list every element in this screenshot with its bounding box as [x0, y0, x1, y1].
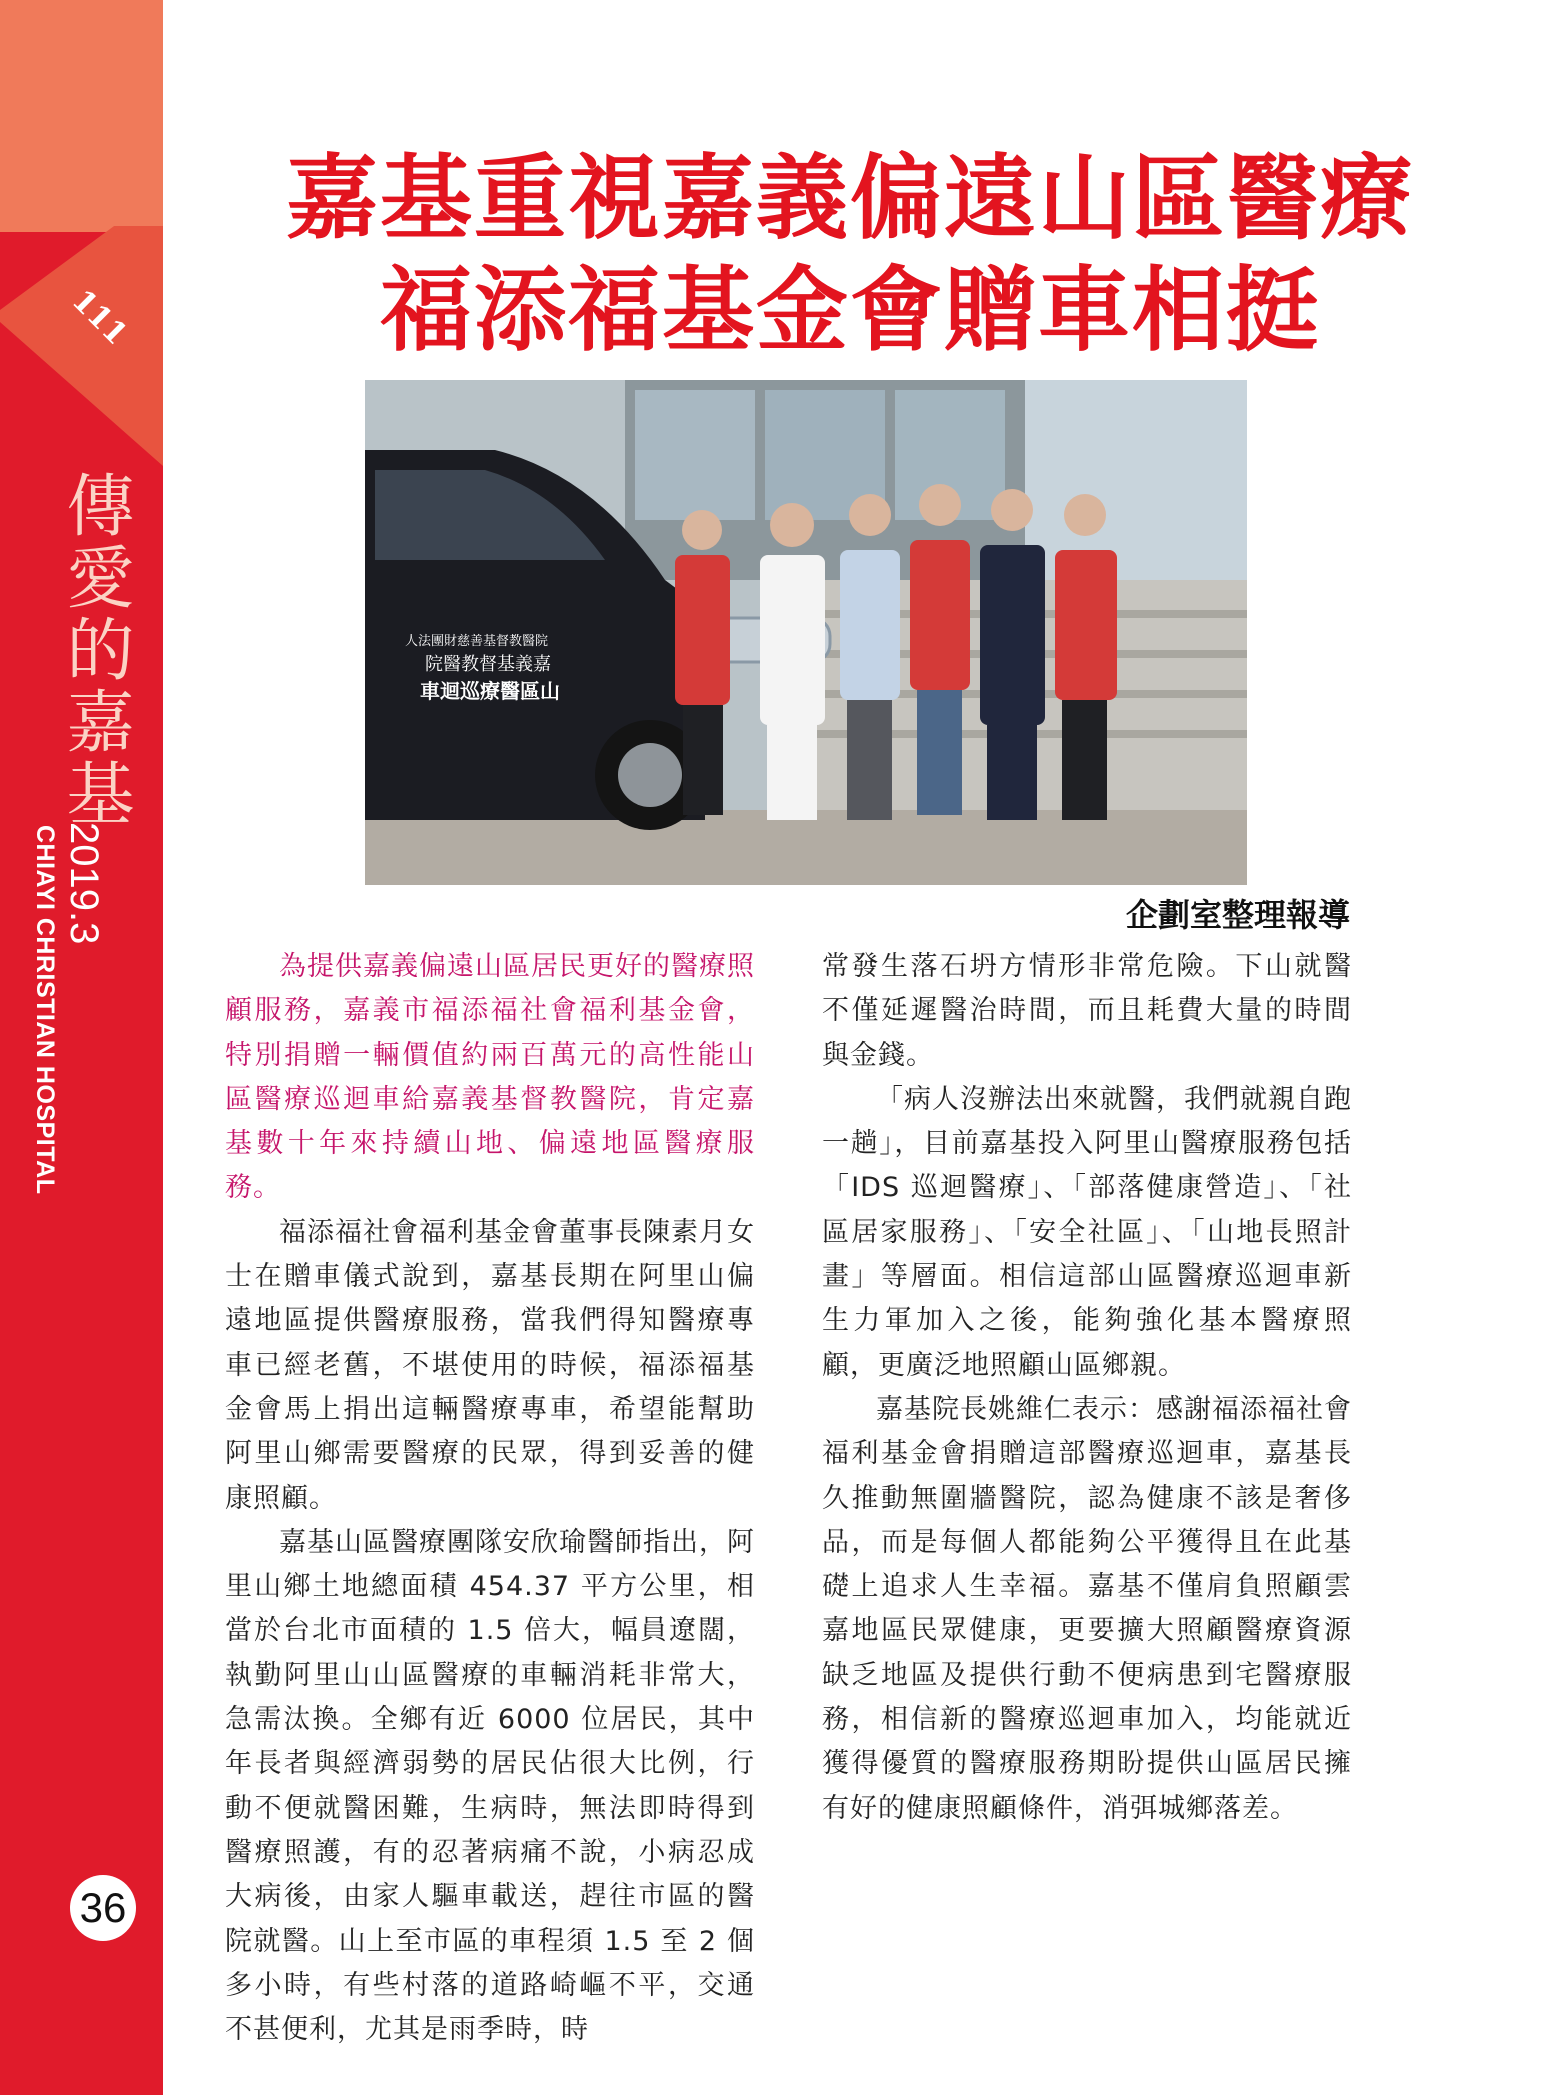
- van-text-1: 人法團財慈善基督教醫院: [405, 634, 549, 649]
- van-text-3: 車迴巡療醫區山: [420, 679, 560, 703]
- van-text-2: 院醫教督基義嘉: [425, 654, 551, 675]
- sidebar-accent-shape: [0, 226, 163, 466]
- sidebar: [0, 0, 163, 2095]
- issue-date: 2019.3: [62, 822, 106, 945]
- article-title: [230, 142, 1470, 366]
- title-line-2: 福添福基金會贈車相挺: [379, 256, 1320, 364]
- article-photo: [365, 380, 1247, 885]
- body-paragraph: 嘉基院長姚維仁表示：感謝福添福社會福利基金會捐贈這部醫療巡迴車，嘉基長久推動無圍牆醫院，認為健康不該是奢侈品，而是每個人都能夠公平獲得且在此基礎上追求人生幸福。嘉基不僅肩負照顧雲嘉地區民眾健康，更要擴大照顧醫療資源缺乏地區及提供行動不便病患到宅醫療服務，相信新的醫療巡迴車加入，均能就近獲得優質的醫療服務期盼提供山區居民擁有好的健康照顧條件，消弭城鄉落差。: [822, 1393, 1352, 1824]
- sidebar-top-band: [0, 0, 163, 232]
- hospital-logo: 111: [64, 282, 134, 353]
- hospital-name-en: CHIAYI CHRISTIAN HOSPITAL: [31, 825, 59, 1195]
- body-paragraph: 福添福社會福利基金會董事長陳素月女士在贈車儀式說到，嘉基長期在阿里山偏遠地區提供醫療服務，當我們得知醫療專車已經老舊，不堪使用的時候，福添福基金會馬上捐出這輛醫療專車，希望能幫助阿里山鄉需要醫療的民眾，得到妥善的健康照顧。: [225, 1216, 755, 1514]
- body-paragraph-continued: 常發生落石坍方情形非常危險。下山就醫不僅延遲醫治時間，而且耗費大量的時間與金錢。: [822, 951, 1352, 1071]
- page-number: 36: [70, 1875, 136, 1941]
- body-paragraph: 「病人沒辦法出來就醫，我們就親自跑一趟」，目前嘉基投入阿里山醫療服務包括「IDS 巡迴醫療」、「部落健康營造」、「社區居家服務」、「安全社區」、「山地長照計畫」等層面。相信這部山區醫療巡迴車新生力軍加入之後，能夠強化基本醫療照顧，更廣泛地照顧山區鄉親。: [822, 1083, 1352, 1381]
- photo-illustration: [365, 380, 1247, 885]
- lead-paragraph: 為提供嘉義偏遠山區居民更好的醫療照顧服務，嘉義市福添福社會福利基金會，特別捐贈一輛價值約兩百萬元的高性能山區醫療巡迴車給嘉義基督教醫院，肯定嘉基數十年來持續山地、偏遠地區醫療服務。: [225, 951, 755, 1204]
- column-title: 傳愛的嘉基: [55, 470, 134, 830]
- article-right-column: [822, 945, 1352, 1831]
- byline: 企劃室整理報導: [1125, 896, 1350, 934]
- body-paragraph: 嘉基山區醫療團隊安欣瑜醫師指出，阿里山鄉土地總面積 454.37 平方公里，相當於台北市面積的 1.5 倍大，幅員遼闊，執勤阿里山山區醫療的車輛消耗非常大，急需汰換。全鄉有近 6000 位居民，其中年長者與經濟弱勢的居民佔很大比例，行動不便就醫困難，生病時，無法即時得到醫療照護，有的忍著病痛不說，小病忍成大病後，由家人驅車載送，趕往市區的醫院就醫。山上至市區的車程須 1.5 至 2 個多小時，有些村落的道路崎嶇不平，交通不甚便利，尤其是雨季時，時: [225, 1526, 755, 2046]
- title-line-1: 嘉基重視嘉義偏遠山區醫療: [285, 144, 1414, 252]
- article-left-column: [225, 945, 755, 2052]
